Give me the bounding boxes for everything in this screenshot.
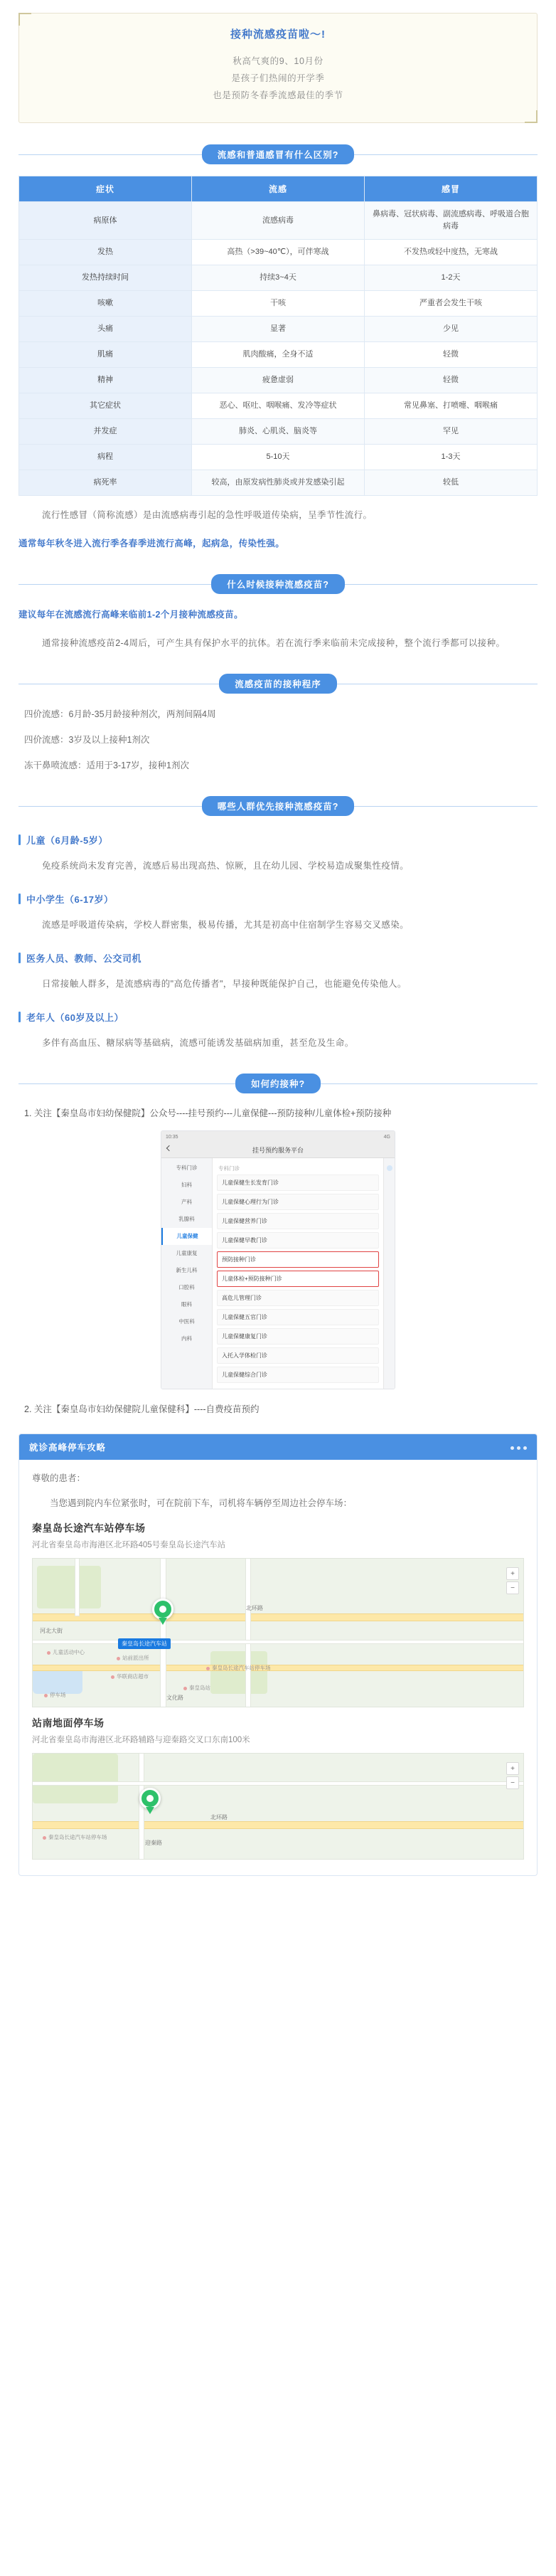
cell-cold: 不发热或轻中度热，无寒战 (365, 240, 538, 265)
map-road-label-0: 北环路 (246, 1605, 263, 1611)
map-road-label-2: 河北大街 (40, 1628, 63, 1634)
map-zoom-out-button[interactable]: − (506, 1776, 519, 1789)
clinic-item-6[interactable]: 高危儿管理门诊 (217, 1290, 379, 1306)
cell-flu: 5-10天 (192, 445, 365, 470)
cell-symptom: 病原体 (19, 202, 192, 240)
sidebar-item-9[interactable]: 中医科 (178, 1318, 195, 1325)
table-row (19, 368, 538, 393)
clinic-list-group-title: 专科门诊 (218, 1165, 240, 1172)
clinic-item-3[interactable]: 儿童保健早教门诊 (217, 1232, 379, 1249)
parking-intro: 当您遇到院内车位紧张时，可在院前下车，司机将车辆停至周边社会停车场： (50, 1498, 353, 1508)
paragraph-recommend-timing: 建议每年在流感流行高峰来临前1-2个月接种流感疫苗。 (18, 610, 243, 620)
section-title-1: 流感和普通感冒有什么区别? (202, 144, 355, 164)
cell-flu: 干咳 (192, 291, 365, 317)
clinic-item-0[interactable]: 儿童保健生长发育门诊 (217, 1175, 379, 1191)
cell-cold: 轻微 (365, 342, 538, 368)
section-title-3: 流感疫苗的接种程序 (219, 674, 337, 694)
accent-tick-icon (18, 894, 21, 904)
paragraph-flu-definition: 流行性感冒（简称流感）是由流感病毒引起的急性呼吸道传染病，呈季节性流行。 (42, 510, 373, 520)
cell-cold: 鼻病毒、冠状病毒、副流感病毒、呼吸道合胞病毒 (365, 202, 538, 240)
map-road (161, 1559, 166, 1707)
cell-flu: 持续3~4天 (192, 265, 365, 291)
clinic-list (213, 1158, 383, 1389)
clinic-item-7[interactable]: 儿童保健五官门诊 (217, 1309, 379, 1325)
map-location-pin[interactable] (139, 1788, 161, 1809)
article-page (0, 13, 556, 2576)
parking-lot-2-map[interactable] (32, 1753, 524, 1860)
parking-lot-2-name: 站南地面停车场 (32, 1717, 105, 1729)
cell-symptom: 咳嗽 (19, 291, 192, 317)
phone-nav-title: 挂号预约服务平台 (252, 1147, 304, 1154)
map-road-major (33, 1665, 523, 1670)
map-road (246, 1559, 250, 1707)
group-title: 老年人（60岁及以上） (26, 1012, 124, 1023)
map-road-major (33, 1614, 523, 1621)
cell-cold: 1-2天 (365, 265, 538, 291)
map-zoom-in-button[interactable]: + (506, 1762, 519, 1775)
map-poi-0: 秦皇岛长途汽车站停车场 (43, 1833, 107, 1841)
parking-card-title: 就诊高峰停车攻略 (29, 1443, 107, 1453)
phone-status-bar (161, 1131, 395, 1143)
sidebar-item-6[interactable]: 新生儿科 (176, 1267, 198, 1273)
cell-symptom: 其它症状 (19, 393, 192, 419)
heading-rule-left (18, 584, 211, 585)
hero-line-3: 也是预防冬春季流感最佳的季节 (213, 90, 343, 100)
cell-symptom: 发热持续时间 (19, 265, 192, 291)
booking-step-1: 1. 关注【秦皇岛市妇幼保健院】公众号----挂号预约---儿童保健---预防接种/儿童体检+预防接种 (24, 1108, 392, 1118)
section-heading-when (18, 574, 538, 594)
sidebar-item-0[interactable]: 专科门诊 (176, 1165, 198, 1171)
clinic-item-10[interactable]: 儿童保健综合门诊 (217, 1367, 379, 1383)
group-text-students: 流感是呼吸道传染病，学校人群密集，极易传播，尤其是初高中住宿制学生容易交叉感染。 (42, 920, 410, 930)
table-row (19, 291, 538, 317)
heading-rule-right (345, 584, 538, 585)
map-pin-label: 秦皇岛长途汽车站 (118, 1638, 171, 1649)
phone-nav-bar (161, 1143, 395, 1158)
map-road (33, 1641, 523, 1643)
cell-cold: 少见 (365, 317, 538, 342)
hero-banner (18, 13, 538, 123)
clinic-item-9[interactable]: 入托入学体检门诊 (217, 1347, 379, 1364)
group-heading-workers (18, 951, 538, 965)
back-arrow-icon[interactable] (166, 1145, 172, 1151)
accent-tick-icon (18, 1012, 21, 1022)
map-poi-2: 华联商店超市 (111, 1673, 149, 1680)
parking-guide-card (18, 1433, 538, 1876)
department-sidebar[interactable] (161, 1158, 213, 1389)
booking-step-2: 2. 关注【秦皇岛市妇幼保健院儿童保健科】----自费疫苗预约 (24, 1404, 260, 1414)
heading-rule-left (18, 154, 202, 155)
scroll-thumb[interactable] (387, 1165, 392, 1171)
heading-rule-left (18, 806, 202, 807)
cell-cold: 较低 (365, 470, 538, 496)
parking-lot-1-address: 河北省秦皇岛市海港区北环路405号秦皇岛长途汽车站 (32, 1541, 226, 1549)
section-title-5: 如何约接种? (235, 1074, 321, 1093)
paragraph-flu-season: 通常每年秋冬进入流行季各春季进流行高峰，起病急，传染性强。 (18, 539, 285, 548)
map-road (33, 1782, 523, 1785)
accent-tick-icon (18, 834, 21, 845)
sidebar-item-7[interactable]: 口腔科 (178, 1284, 195, 1290)
clinic-item-2[interactable]: 儿童保健营养门诊 (217, 1213, 379, 1229)
section-heading-difference (18, 144, 538, 164)
sidebar-item-3[interactable]: 乳腺科 (178, 1216, 195, 1222)
parking-card-body (19, 1460, 537, 1875)
table-row (19, 342, 538, 368)
cell-flu: 肌肉酸痛，全身不适 (192, 342, 365, 368)
cell-symptom: 发热 (19, 240, 192, 265)
group-text-children: 免疫系统尚未发育完善，流感后易出现高热、惊厥，且在幼儿园、学校易造成聚集性疫情。 (42, 861, 410, 871)
map-poi-5: 停车场 (44, 1691, 66, 1699)
cell-flu: 较高，由原发病性肺炎或并发感染引起 (192, 470, 365, 496)
table-row (19, 470, 538, 496)
phone-content (161, 1158, 395, 1389)
cell-symptom: 病死率 (19, 470, 192, 496)
schedule-line-2: 四价流感：3岁及以上接种1剂次 (24, 735, 150, 745)
clinic-item-vaccination[interactable]: 预防接种门诊 (217, 1251, 379, 1268)
paragraph-antibody: 通常接种流感疫苗2-4周后，可产生具有保护水平的抗体。若在流行季来临前未完成接种，整个流行季都可以接种。 (42, 638, 506, 648)
heading-rule-right (354, 806, 538, 807)
map-zoom-out-button[interactable]: − (506, 1581, 519, 1594)
group-text-elderly: 多伴有高血压、糖尿病等基础病，流感可能诱发基础病加重，甚至危及生命。 (42, 1038, 354, 1048)
cell-flu: 显著 (192, 317, 365, 342)
schedule-line-3: 冻干鼻喷流感：适用于3-17岁，接种1剂次 (24, 760, 189, 770)
map-poi-0: 儿童活动中心 (47, 1648, 85, 1656)
group-heading-children (18, 833, 538, 847)
section-heading-how-to-book (18, 1074, 538, 1093)
section-title-2: 什么时候接种流感疫苗? (211, 574, 345, 594)
table-header-symptom: 症状 (19, 176, 192, 202)
parking-greeting: 尊敬的患者： (32, 1473, 86, 1483)
heading-rule-left (18, 1083, 235, 1084)
hero-line-1: 秋高气爽的9、10月份 (232, 56, 324, 66)
map-poi-1: 站前派出所 (117, 1654, 149, 1662)
cell-symptom: 精神 (19, 368, 192, 393)
map-pin-dot-icon (159, 1606, 166, 1613)
group-title: 医务人员、教师、公交司机 (26, 953, 142, 964)
appointment-app-screenshot (161, 1130, 395, 1389)
cell-flu: 肺炎、心肌炎、脑炎等 (192, 419, 365, 445)
cell-cold: 严重者会发生干咳 (365, 291, 538, 317)
table-header-cold: 感冒 (365, 176, 538, 202)
sidebar-item-1[interactable]: 妇科 (181, 1182, 192, 1188)
section-heading-priority-groups (18, 796, 538, 816)
group-title: 中小学生（6-17岁） (26, 894, 114, 905)
map-road-label-1: 北环路 (210, 1814, 228, 1820)
section-title-4: 哪些人群优先接种流感疫苗? (202, 796, 355, 816)
status-signal: 4G (383, 1134, 390, 1140)
map-road-label-0: 迎秦路 (145, 1840, 162, 1846)
cell-cold: 轻微 (365, 368, 538, 393)
sidebar-item-5[interactable]: 儿童康复 (176, 1250, 198, 1256)
table-header-row (19, 176, 538, 202)
group-title: 儿童（6月龄-5岁） (26, 835, 108, 846)
table-row (19, 445, 538, 470)
cell-cold: 常见鼻塞、打喷嚏、咽喉痛 (365, 393, 538, 419)
parking-lot-1-name: 秦皇岛长途汽车站停车场 (32, 1522, 146, 1534)
heading-rule-right (321, 1083, 538, 1084)
map-road (75, 1559, 79, 1616)
sidebar-item-2[interactable]: 产科 (181, 1199, 192, 1205)
table-header-flu: 流感 (192, 176, 365, 202)
status-time: 10:35 (166, 1134, 178, 1140)
cell-flu: 流感病毒 (192, 202, 365, 240)
table-row (19, 393, 538, 419)
cell-cold: 罕见 (365, 419, 538, 445)
map-pin-dot-icon (146, 1795, 154, 1802)
cell-symptom: 头痛 (19, 317, 192, 342)
map-green-area (33, 1754, 118, 1803)
map-location-pin[interactable] (152, 1599, 173, 1620)
sidebar-item-8[interactable]: 眼科 (181, 1301, 192, 1308)
cell-flu: 疲惫虚弱 (192, 368, 365, 393)
cell-cold: 1-3天 (365, 445, 538, 470)
parking-lot-1-map[interactable] (32, 1558, 524, 1707)
phone-scrollbar[interactable] (383, 1158, 395, 1389)
heading-rule-right (354, 154, 538, 155)
group-text-workers: 日常接触人群多，是流感病毒的"高危传播者"，早接种既能保护自己，也能避免传染他人。 (42, 979, 407, 989)
table-row (19, 419, 538, 445)
table-row (19, 240, 538, 265)
cell-symptom: 肌痛 (19, 342, 192, 368)
map-road-major (33, 1822, 523, 1828)
cell-symptom: 病程 (19, 445, 192, 470)
sidebar-item-child-health[interactable]: 儿童保健 (161, 1228, 212, 1245)
cell-flu: 恶心、呕吐、咽喉痛、发冷等症状 (192, 393, 365, 419)
comparison-table-wrap (18, 176, 538, 496)
comparison-table (18, 176, 538, 496)
clinic-item-1[interactable]: 儿童保健心理行为门诊 (217, 1194, 379, 1210)
map-zoom-in-button[interactable]: + (506, 1567, 519, 1580)
group-heading-students (18, 892, 538, 906)
table-row (19, 265, 538, 291)
map-green-area (37, 1566, 101, 1608)
schedule-line-1: 四价流感：6月龄-35月龄接种剂次，两剂间隔4周 (24, 709, 216, 719)
clinic-item-8[interactable]: 儿童保健康复门诊 (217, 1328, 379, 1345)
parking-card-header (19, 1434, 537, 1460)
table-row (19, 317, 538, 342)
map-road-label-1: 文化路 (166, 1695, 183, 1701)
table-row (19, 202, 538, 240)
accent-tick-icon (18, 953, 21, 963)
clinic-item-checkup-vaccination[interactable]: 儿童体检+预防接种门诊 (217, 1271, 379, 1287)
parking-lot-2-address: 河北省秦皇岛市海港区北环路辅路与迎秦路交叉口东南100米 (32, 1736, 250, 1744)
cell-symptom: 并发症 (19, 419, 192, 445)
group-heading-elderly (18, 1010, 538, 1024)
sidebar-item-10[interactable]: 内科 (181, 1335, 192, 1342)
map-green-area (210, 1651, 267, 1694)
hero-line-2: 是孩子们热闹的开学季 (231, 73, 325, 83)
map-poi-3: 秦皇岛站 (183, 1684, 210, 1692)
hero-title: 接种流感疫苗啦～! (230, 28, 326, 41)
map-poi-4: 秦皇岛长途汽车站停车场 (206, 1664, 271, 1672)
section-heading-schedule (18, 674, 538, 694)
more-dots-icon[interactable] (508, 1442, 527, 1452)
cell-flu: 高热（>39~40℃），可伴寒战 (192, 240, 365, 265)
